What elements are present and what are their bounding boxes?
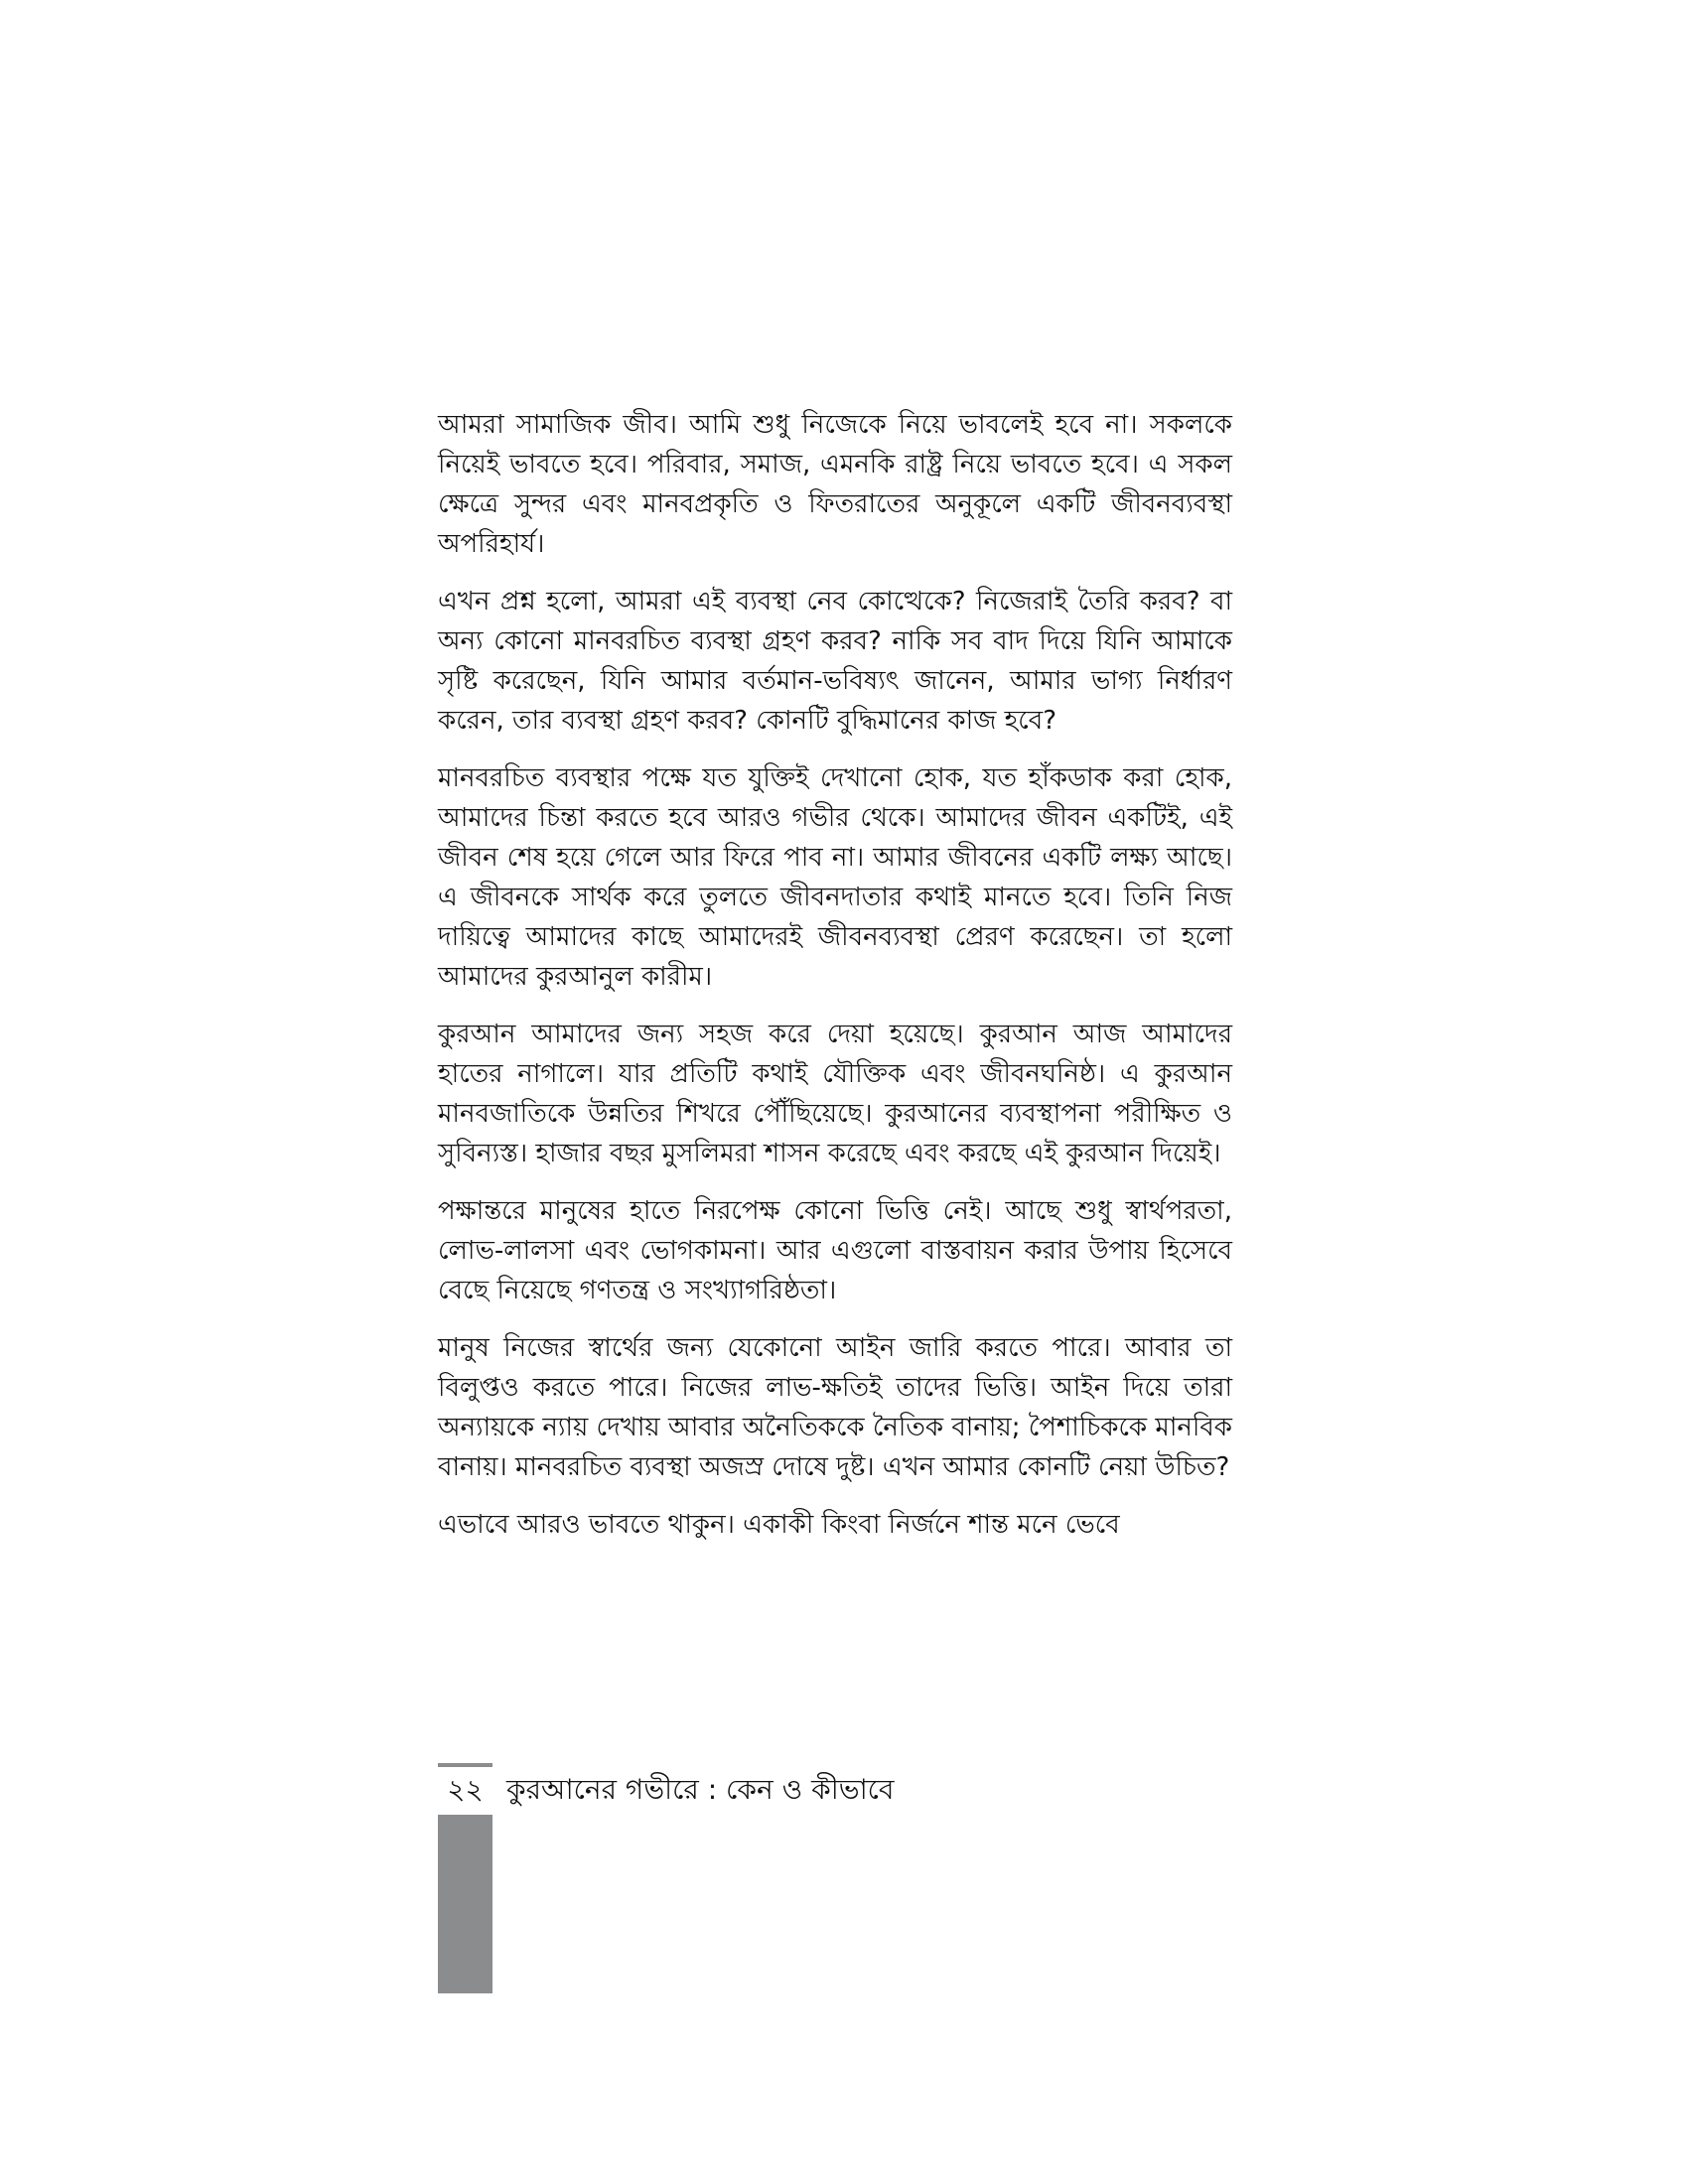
page-number: ২২	[447, 1772, 484, 1806]
paragraph: পক্ষান্তরে মানুষের হাতে নিরপেক্ষ কোনো ভিত্তি নেই। আছে শুধু স্বার্থপরতা, লোভ-লালসা এবং ভোগকামনা। আর এগুলো বাস্তবায়ন করার উপায় হিসেবে বেছে নিয়েছে গণতন্ত্র ও সংখ্যাগরিষ্ঠতা।	[438, 1196, 1232, 1305]
paragraph: মানবরচিত ব্যবস্থার পক্ষে যত যুক্তিই দেখানো হোক, যত হাঁকডাক করা হোক, আমাদের চিন্তা করতে হবে আরও গভীর থেকে। আমাদের জীবন একটিই, এই জীবন শেষ হয়ে গেলে আর ফিরে পাব না। আমার জীবনের একটি লক্ষ্য আছে। এ জীবনকে সার্থক করে তুলতে জীবনদাতার কথাই মানতে হবে। তিনি নিজ দায়িত্বে আমাদের কাছে আমাদেরই জীবনব্যবস্থা প্রেরণ করেছেন। তা হলো আমাদের কুরআনুল কারীম।	[438, 763, 1232, 992]
paragraph: মানুষ নিজের স্বার্থের জন্য যেকোনো আইন জারি করতে পারে। আবার তা বিলুপ্তও করতে পারে। নিজের লাভ-ক্ষতিই তাদের ভিত্তি। আইন দিয়ে তারা অন্যায়কে ন্যায় দেখায় আবার অনৈতিককে নৈতিক বানায়; পৈশাচিককে মানবিক বানায়। মানবরচিত ব্যবস্থা অজস্র দোষে দুষ্ট। এখন আমার কোনটি নেয়া উচিত?	[438, 1333, 1232, 1482]
paragraph: কুরআন আমাদের জন্য সহজ করে দেয়া হয়েছে। কুরআন আজ আমাদের হাতের নাগালে। যার প্রতিটি কথাই যৌক্তিক এবং জীবনঘনিষ্ঠ। এ কুরআন মানবজাতিকে উন্নতির শিখরে পৌঁছিয়েছে। কুরআনের ব্যবস্থাপনা পরীক্ষিত ও সুবিন্যস্ত। হাজার বছর মুসলিমরা শাসন করেছে এবং করছে এই কুরআন দিয়েই।	[438, 1020, 1232, 1168]
paragraph: আমরা সামাজিক জীব। আমি শুধু নিজেকে নিয়ে ভাবলেই হবে না। সকলকে নিয়েই ভাবতে হবে। পরিবার, সমাজ, এমনকি রাষ্ট্র নিয়ে ভাবতে হবে। এ সকল ক্ষেত্রে সুন্দর এবং মানবপ্রকৃতি ও ফিতরাতের অনুকূলে একটি জীবনব্যবস্থা অপরিহার্য।	[438, 410, 1232, 559]
running-title: কুরআনের গভীরে : কেন ও কীভাবে	[506, 1772, 895, 1806]
footer-rule	[438, 1763, 492, 1767]
page-footer	[438, 1771, 895, 1811]
body-text	[438, 405, 1232, 1563]
paragraph: এখন প্রশ্ন হলো, আমরা এই ব্যবস্থা নেব কোত্থেকে? নিজেরাই তৈরি করব? বা অন্য কোনো মানবরচিত ব্যবস্থা গ্রহণ করব? নাকি সব বাদ দিয়ে যিনি আমাকে সৃষ্টি করেছেন, যিনি আমার বর্তমান-ভবিষ্যৎ জানেন, আমার ভাগ্য নির্ধারণ করেন, তার ব্যবস্থা গ্রহণ করব? কোনটি বুদ্ধিমানের কাজ হবে?	[438, 587, 1232, 736]
paragraph: এভাবে আরও ভাবতে থাকুন। একাকী কিংবা নির্জনে শান্ত মনে ভেবে	[438, 1510, 1120, 1540]
page-edge-tab	[438, 1815, 492, 1993]
